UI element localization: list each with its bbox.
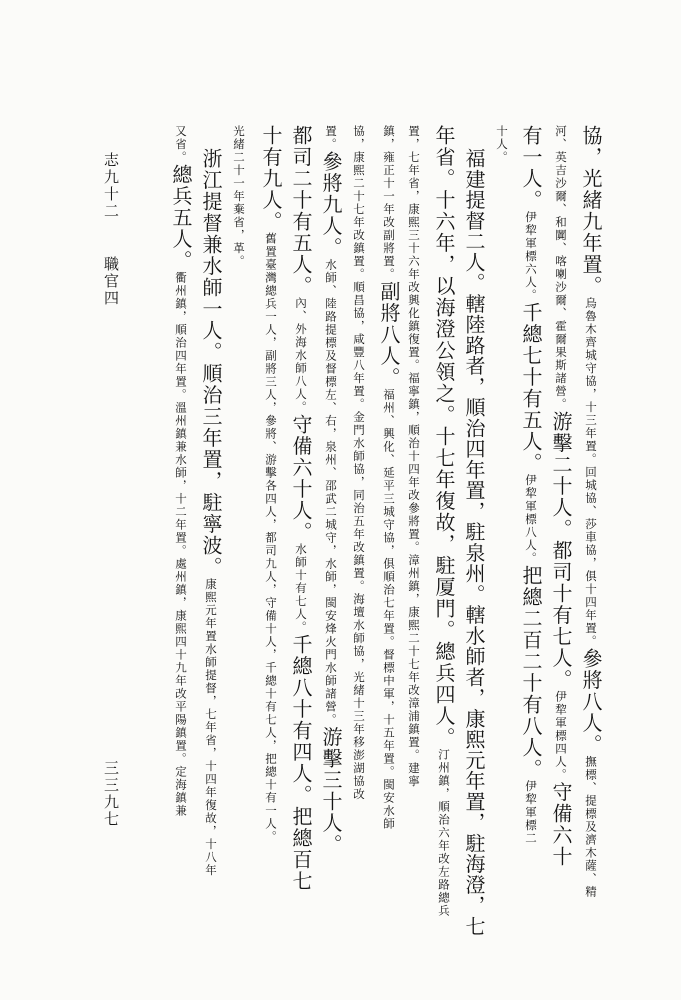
main-text: 參將九人。 (319, 151, 343, 259)
main-text: 千總八十有四人。把總百七 (289, 634, 313, 892)
main-text: 年省。十六年，以海澄公領之。十七年復故，駐厦門。總兵四人。 (432, 125, 456, 749)
annotation-text: 水師十有七人。 (294, 543, 308, 634)
annotation-text: 十人。 (495, 125, 509, 164)
folio-volume-label: 志九十二 (102, 152, 120, 220)
annotation-text: 舊置臺灣總兵一人，副將三人，參將、游擊各四人，都司九人，守備十人，千總十有七人，把總十有一人。 (264, 232, 278, 844)
text-column (521, 125, 541, 845)
text-column (551, 125, 571, 868)
text-column (351, 125, 367, 801)
main-text: 總兵五人。 (169, 164, 193, 272)
main-text: 把總二百二十有八人。 (519, 565, 543, 780)
page-number (101, 760, 122, 828)
folio-section-label: 職官四 (102, 256, 120, 307)
main-text: 守備六十 (549, 781, 573, 868)
annotation-text: 又省。 (174, 125, 188, 164)
folio-section (101, 256, 122, 307)
annotation-text: 河、英吉沙爾、和闐、喀喇沙爾、霍爾果斯諸營。 (554, 125, 568, 411)
annotation-text: 伊犂軍標八人。 (524, 474, 538, 565)
text-column (434, 125, 454, 918)
page-number-label: 三三九七 (102, 760, 120, 828)
annotation-text: 撫標、提標及濟木薩、精 (584, 755, 598, 899)
main-text: 千總七十有五人。 (519, 302, 543, 474)
text-column (261, 125, 281, 844)
text-column (494, 125, 510, 164)
text-column (581, 125, 601, 899)
annotation-text: 光緒二十一年棄省，革。 (232, 125, 246, 268)
main-text: 福建提督二人。轄陸路者，順治四年置，駐泉州。轄水師者，康熙元年置，駐海澄，七 (462, 148, 486, 937)
text-column (406, 125, 422, 788)
text-column (201, 148, 221, 877)
main-text: 都司二十有五人。 (289, 125, 313, 297)
annotation-text: 鎮，雍正十一年改副將置。 (382, 125, 396, 281)
annotation-text: 內、外海水師八人。 (294, 297, 308, 414)
annotation-text: 伊犂軍標二 (524, 780, 538, 845)
main-text: 有一人。 (519, 125, 543, 211)
annotation-text: 協，康熙二十七年改鎮置。順昌協，咸豐八年置。金門水師協，同治五年改鎮置。海壇水師協，光緒十三年移澎湖協改 (352, 125, 366, 801)
annotation-text: 衢州鎮，順治四年置。溫州鎮兼水師，十二年置。處州鎮，康熙四十九年改平陽鎮置。定海鎮兼 (174, 271, 188, 818)
annotation-text: 福州、興化、延平三城守協，俱順治七年置。督標中軍，十五年置。閩安水師 (382, 388, 396, 831)
main-text: 游擊三十人。 (319, 726, 343, 856)
text-column (231, 125, 247, 268)
main-text: 副將八人。 (377, 281, 401, 389)
main-text: 游擊二十人。都司十有七人。 (549, 411, 573, 691)
text-column (321, 125, 341, 856)
text-column (379, 125, 399, 831)
main-text: 守備六十人。 (289, 414, 313, 543)
annotation-text: 伊犂軍標四人。 (554, 690, 568, 782)
annotation-text: 烏魯木齊城守協，十三年置。回城協、莎車協，俱十四年置。 (584, 297, 598, 648)
text-column (291, 125, 311, 892)
annotation-text: 水師、陸路提標及督標左、右，泉州、邵武二城守，水師，閩安烽火門水師諸營。 (324, 258, 338, 727)
annotation-text: 置。 (324, 125, 338, 151)
annotation-text: 康熙元年置水師提督，七年省，十四年復故，十八年 (204, 578, 218, 877)
text-column (464, 148, 484, 937)
text-column (171, 125, 191, 818)
annotation-text: 伊犂軍標六人。 (524, 211, 538, 302)
main-text: 協，光緒九年置。 (579, 125, 603, 297)
main-text: 參將八人。 (579, 648, 603, 756)
annotation-text: 汀州鎮，順治六年改左路總兵 (437, 748, 451, 918)
annotation-text: 置，七年省，康熙三十六年改興化鎮復置。福寧鎮，順治十四年改參將置。漳州鎮，康熙二十七年改漳浦鎮置。建寧 (407, 125, 421, 788)
main-text: 十有九人。 (259, 125, 283, 233)
folio-volume (101, 152, 122, 220)
main-text: 浙江提督兼水師一人。順治三年置，駐寧波。 (199, 148, 223, 578)
